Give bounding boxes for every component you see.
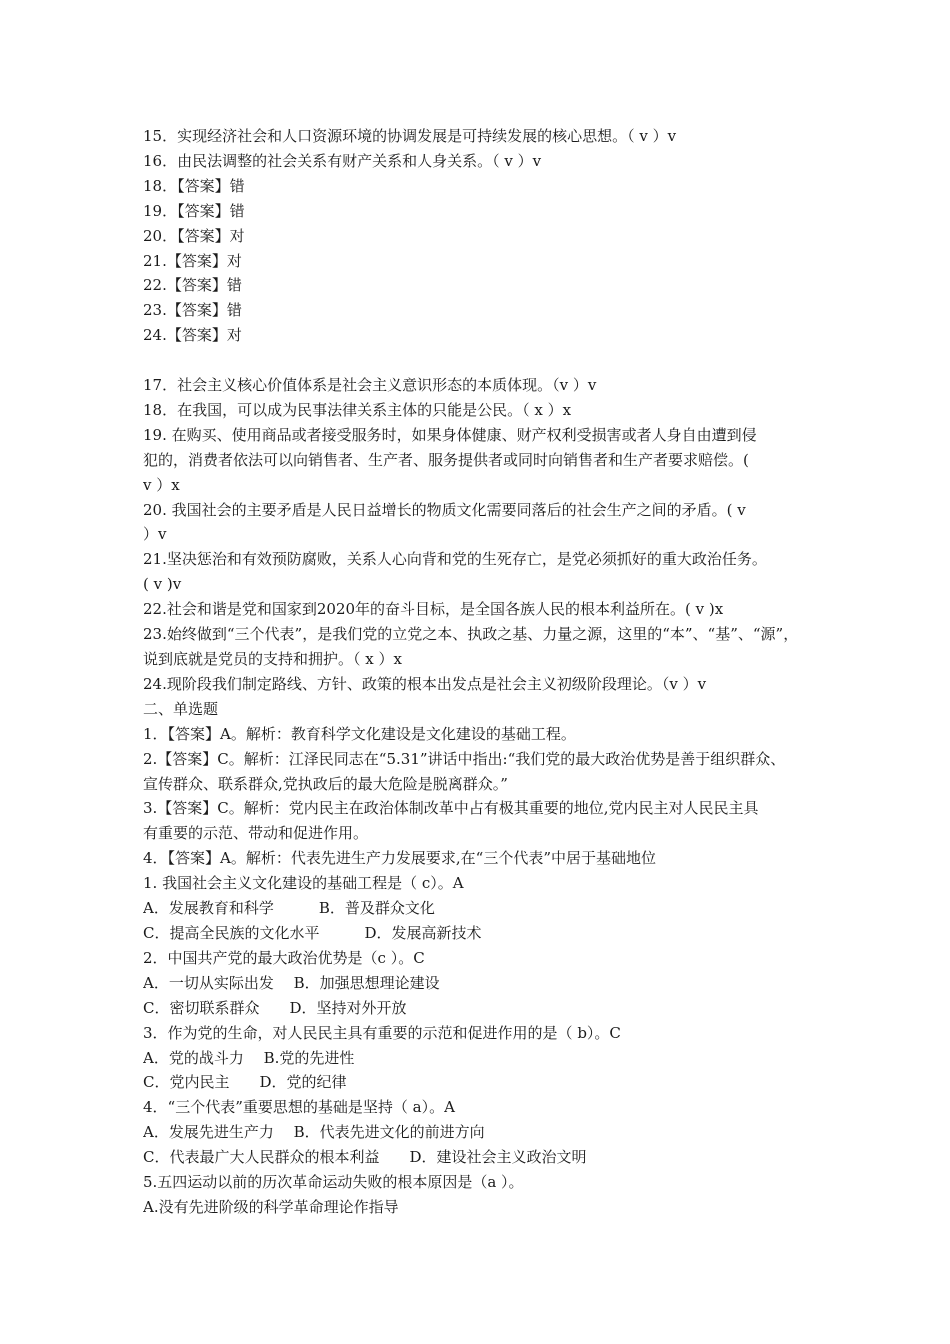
text-line: 有重要的示范、带动和促进作用。 [143, 824, 369, 843]
text-line: 4．【答案】A。解析：代表先进生产力发展要求,在“三个代表”中居于基础地位 [143, 849, 656, 868]
text-line: 22.【答案】错 [143, 276, 242, 295]
text-line: 3．作为党的生命，对人民民主具有重要的示范和促进作用的是（ b）。C [143, 1023, 621, 1042]
text-line: 宣传群众、联系群众,党执政后的最大危险是脱离群众。” [143, 774, 508, 793]
text-line: 16．由民法调整的社会关系有财产关系和人身关系。（ v ）v [143, 151, 542, 170]
text-line: 20．【答案】对 [143, 226, 245, 245]
text-line: C．代表最广大人民群众的根本利益 D．建设社会主义政治文明 [143, 1148, 587, 1167]
text-line: 19. 在购买、使用商品或者接受服务时，如果身体健康、财产权利受损害或者人身自由遭到侵 [143, 425, 757, 444]
text-line: 21.【答案】对 [143, 251, 242, 270]
text-line: A．一切从实际出发 B．加强思想理论建设 [143, 973, 440, 992]
text-line: 24.【答案】对 [143, 326, 242, 345]
text-line: 4．“三个代表”重要思想的基础是坚持（ a）。A [143, 1098, 455, 1117]
text-line: 24.现阶段我们制定路线、方针、政策的根本出发点是社会主义初级阶段理论。（v ）v [143, 674, 707, 693]
text-line: 二、单选题 [143, 699, 219, 718]
text-line: ）v [143, 525, 167, 544]
text-line: 15．实现经济社会和人口资源环境的协调发展是可持续发展的核心思想。（ v ）v [143, 127, 677, 145]
text-line: 19．【答案】错 [143, 201, 245, 220]
text-line: 23.【答案】错 [143, 301, 242, 320]
text-line: 22.社会和谐是党和国家到2020年的奋斗目标，是全国各族人民的根本利益所在。( v )x [143, 600, 724, 619]
text-line: 21.坚决惩治和有效预防腐败，关系人心向背和党的生死存亡，是党必须抓好的重大政治任务。 [143, 550, 767, 569]
text-line: ( v )v [143, 575, 182, 594]
text-line: 5.五四运动以前的历次革命运动失败的根本原因是（a ）。 [143, 1173, 524, 1192]
text-line: 2．中国共产党的最大政治优势是（c ）。C [143, 948, 425, 967]
text-line: A．发展教育和科学 B．普及群众文化 [143, 899, 435, 918]
text-line: 3.【答案】C。解析：党内民主在政治体制改革中占有极其重要的地位,党内民主对人民民主具 [143, 799, 759, 818]
text-line: v ）x [143, 475, 180, 494]
text-line: 18．【答案】错 [143, 176, 245, 195]
text-line [143, 348, 823, 373]
text-line: 说到底就是党员的支持和拥护。（ x ）x [143, 650, 402, 669]
text-line: 1．【答案】A。解析：教育科学文化建设是文化建设的基础工程。 [143, 724, 576, 743]
text-line: A．发展先进生产力 B．代表先进文化的前进方向 [143, 1123, 485, 1142]
text-line: 犯的，消费者依法可以向销售者、生产者、服务提供者或同时向销售者和生产者要求赔偿。( [143, 450, 749, 469]
text-line: A.没有先进阶级的科学革命理论作指导 [143, 1197, 399, 1216]
text-line: 18．在我国，可以成为民事法律关系主体的只能是公民。（ x ）x [143, 400, 572, 419]
text-line: 2.【答案】C。解析：江泽民同志在“5.31”讲话中指出:“我们党的最大政治优势是善于组织群众、 [143, 749, 786, 768]
text-line: C．党内民主 D．党的纪律 [143, 1073, 347, 1092]
text-line: 1. 我国社会主义文化建设的基础工程是（ c）。A [143, 874, 464, 893]
text-line: 23.始终做到“三个代表”，是我们党的立党之本、执政之基、力量之源，这里的“本”、“基”、“源”， [143, 625, 799, 644]
text-line: 20. 我国社会的主要矛盾是人民日益增长的物质文化需要同落后的社会生产之间的矛盾。( v [143, 500, 746, 519]
text-line: C．提高全民族的文化水平 D．发展高新技术 [143, 923, 482, 942]
document-page [143, 124, 823, 1220]
text-line: 17．社会主义核心价值体系是社会主义意识形态的本质体现。（v ）v [143, 376, 597, 395]
text-line: C．密切联系群众 D．坚持对外开放 [143, 998, 407, 1017]
text-line: A．党的战斗力 B.党的先进性 [143, 1048, 355, 1067]
